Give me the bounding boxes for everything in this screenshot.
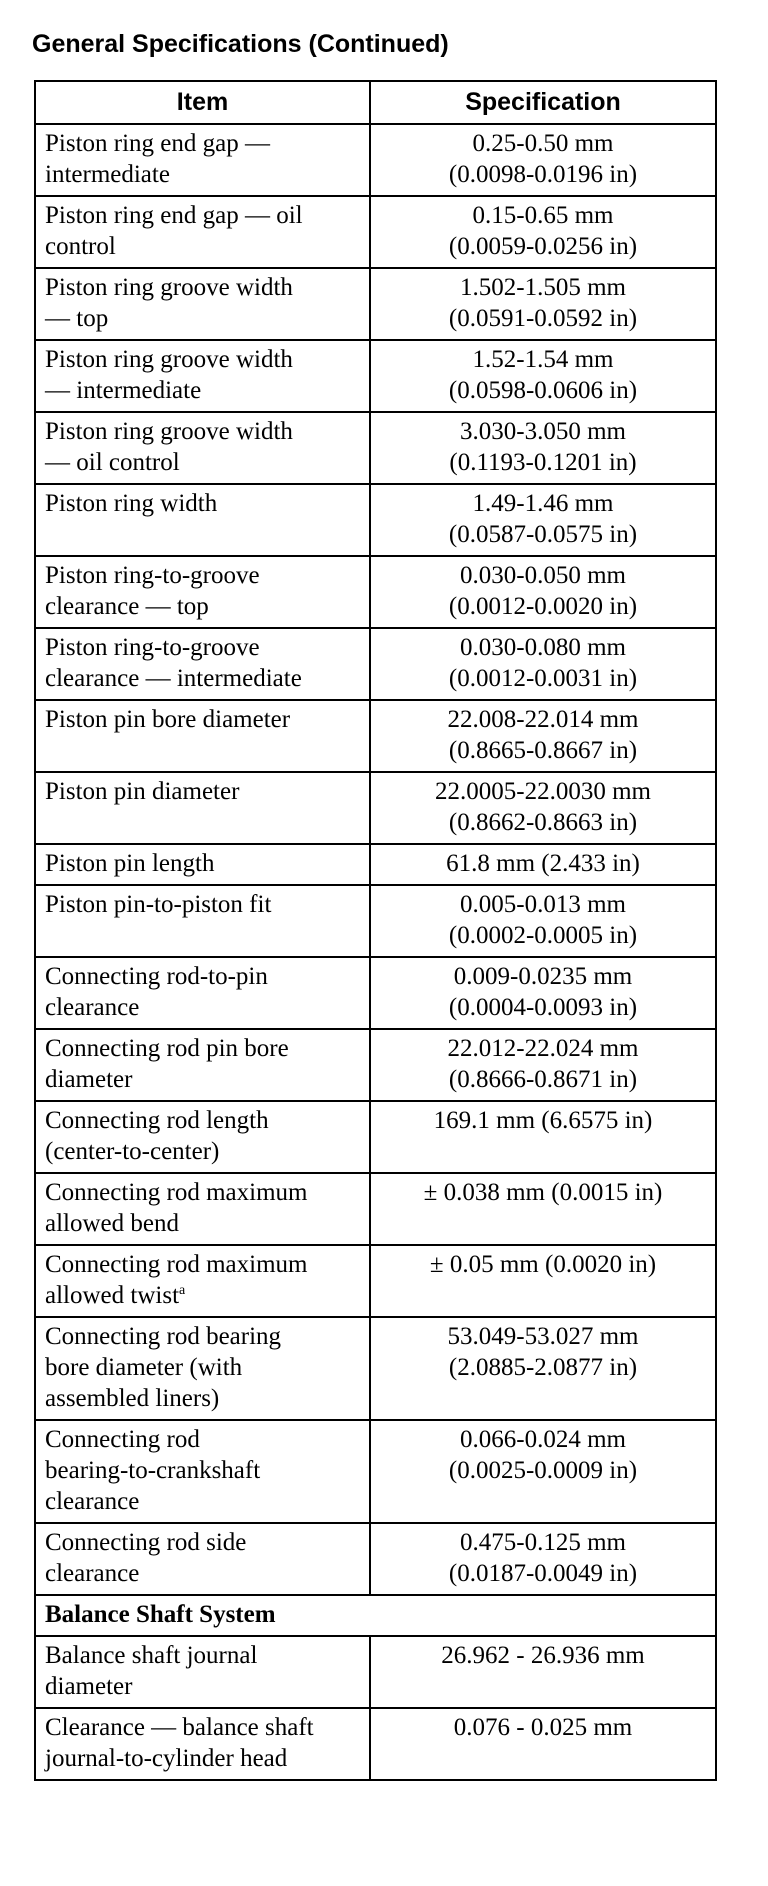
item-cell: [35, 700, 370, 772]
item-line: [45, 560, 360, 591]
item-line: [45, 1321, 360, 1352]
item-text: clearance: [45, 1560, 140, 1587]
table-row: [35, 412, 716, 484]
specification-cell: [370, 628, 716, 700]
item-text: — intermediate: [45, 377, 202, 404]
item-text: Connecting rod: [45, 1426, 200, 1453]
section-title: Balance Shaft System: [35, 1595, 716, 1636]
table-row: [35, 1245, 716, 1317]
table-row: [35, 1029, 716, 1101]
specification-cell: [370, 1173, 716, 1245]
item-text: clearance: [45, 1488, 140, 1515]
specification-line: (0.8662-0.8663 in): [448, 809, 638, 836]
item-line: [45, 591, 360, 622]
item-line: [45, 1743, 360, 1774]
specification-line: (0.0059-0.0256 in): [448, 233, 638, 260]
item-text: Piston pin bore diameter: [45, 706, 291, 733]
item-cell: [35, 1245, 370, 1317]
specification-line: (2.0885-2.0877 in): [448, 1354, 638, 1381]
specification-line: (0.0187-0.0049 in): [448, 1560, 638, 1587]
specification-cell: [370, 1317, 716, 1420]
item-text: Connecting rod pin bore: [45, 1035, 289, 1062]
item-text: Piston ring-to-groove: [45, 562, 260, 589]
table-row: [35, 340, 716, 412]
specification-line: 0.25-0.50 mm: [472, 130, 614, 157]
specification-cell: [370, 196, 716, 268]
item-line: [45, 1455, 360, 1486]
table-row: [35, 268, 716, 340]
specification-line: 0.15-0.65 mm: [472, 202, 614, 229]
specification-cell: [370, 957, 716, 1029]
table-row: [35, 1101, 716, 1173]
item-text: Piston pin-to-piston fit: [45, 891, 272, 918]
specification-line: (0.0587-0.0575 in): [448, 521, 638, 548]
item-line: [45, 303, 360, 334]
table-row: [35, 1708, 716, 1780]
specification-cell: [370, 484, 716, 556]
item-cell: [35, 1101, 370, 1173]
specification-line: 1.52-1.54 mm: [472, 346, 614, 373]
specification-line: (0.0004-0.0093 in): [448, 994, 638, 1021]
specification-cell: [370, 412, 716, 484]
specification-cell: [370, 268, 716, 340]
item-line: [45, 1280, 360, 1311]
item-cell: [35, 340, 370, 412]
item-text: diameter: [45, 1066, 133, 1093]
item-line: [45, 1712, 360, 1743]
item-cell: [35, 556, 370, 628]
item-text: control: [45, 233, 116, 260]
item-line: [45, 961, 360, 992]
item-cell: [35, 484, 370, 556]
item-text: (center-to-center): [45, 1138, 220, 1165]
table-row: [35, 1420, 716, 1523]
item-line: [45, 776, 360, 807]
item-text: allowed twist: [45, 1282, 180, 1309]
item-line: [45, 1383, 360, 1414]
specification-cell: [370, 1101, 716, 1173]
section-header-row: [35, 1595, 716, 1636]
item-cell: [35, 1708, 370, 1780]
item-line: [45, 848, 360, 879]
specification-line: 0.005-0.013 mm: [460, 891, 626, 918]
item-line: [45, 344, 360, 375]
item-line: [45, 1105, 360, 1136]
item-cell: [35, 1420, 370, 1523]
item-line: [45, 488, 360, 519]
item-text: Piston ring groove width: [45, 346, 293, 373]
item-line: [45, 1208, 360, 1239]
item-cell: [35, 1523, 370, 1595]
item-text: clearance — top: [45, 593, 209, 620]
specification-line: 22.0005-22.0030 mm: [435, 778, 651, 805]
item-text: Piston ring-to-groove: [45, 634, 260, 661]
specification-line: 3.030-3.050 mm: [460, 418, 626, 445]
item-cell: [35, 1173, 370, 1245]
column-header-item: Item: [35, 81, 370, 124]
item-line: [45, 1177, 360, 1208]
item-line: [45, 1640, 360, 1671]
item-line: [45, 416, 360, 447]
table-row: [35, 124, 716, 196]
item-text: clearance: [45, 994, 140, 1021]
specification-line: ± 0.038 mm (0.0015 in): [423, 1179, 663, 1206]
specification-line: 0.475-0.125 mm: [460, 1529, 626, 1556]
item-line: [45, 1486, 360, 1517]
item-cell: [35, 957, 370, 1029]
specification-line: 1.49-1.46 mm: [472, 490, 614, 517]
item-cell: [35, 628, 370, 700]
item-line: [45, 375, 360, 406]
item-cell: [35, 412, 370, 484]
specification-line: ± 0.05 mm (0.0020 in): [429, 1251, 657, 1278]
footnote-marker: a: [179, 1283, 186, 1298]
specification-cell: [370, 340, 716, 412]
item-text: bearing-to-crankshaft: [45, 1457, 261, 1484]
item-line: [45, 889, 360, 920]
specification-line: 169.1 mm (6.6575 in): [433, 1107, 653, 1134]
table-row: [35, 772, 716, 844]
specification-line: (0.0012-0.0031 in): [448, 665, 638, 692]
specification-cell: [370, 772, 716, 844]
table-row: [35, 1636, 716, 1708]
item-text: journal-to-cylinder head: [45, 1745, 288, 1772]
specification-cell: [370, 1708, 716, 1780]
item-line: [45, 200, 360, 231]
item-line: [45, 1136, 360, 1167]
item-text: allowed bend: [45, 1210, 179, 1237]
specification-cell: [370, 700, 716, 772]
specification-line: (0.0098-0.0196 in): [448, 161, 638, 188]
item-line: [45, 1527, 360, 1558]
table-row: [35, 844, 716, 885]
specification-line: 0.009-0.0235 mm: [453, 963, 633, 990]
specification-line: (0.0002-0.0005 in): [448, 922, 638, 949]
item-cell: [35, 1636, 370, 1708]
item-text: diameter: [45, 1673, 133, 1700]
specification-cell: [370, 1029, 716, 1101]
item-line: [45, 1033, 360, 1064]
specification-line: 53.049-53.027 mm: [447, 1323, 639, 1350]
column-header-specification: Specification: [370, 81, 716, 124]
item-cell: [35, 772, 370, 844]
item-line: [45, 1671, 360, 1702]
specification-line: (0.8666-0.8671 in): [448, 1066, 638, 1093]
item-text: Piston ring end gap —: [45, 130, 270, 157]
table-row: [35, 484, 716, 556]
item-text: Piston pin length: [45, 850, 215, 877]
specification-line: 26.962 - 26.936 mm: [441, 1642, 645, 1669]
specification-cell: [370, 124, 716, 196]
table-row: [35, 957, 716, 1029]
item-line: [45, 1352, 360, 1383]
specification-line: (0.0025-0.0009 in): [448, 1457, 638, 1484]
specification-cell: [370, 1636, 716, 1708]
specification-line: 22.012-22.024 mm: [447, 1035, 639, 1062]
item-line: [45, 704, 360, 735]
spec-table-body: [35, 124, 716, 1780]
specification-line: 0.030-0.080 mm: [460, 634, 626, 661]
item-text: Balance shaft journal: [45, 1642, 258, 1669]
specification-cell: [370, 556, 716, 628]
item-cell: [35, 885, 370, 957]
specification-cell: [370, 1523, 716, 1595]
item-line: [45, 159, 360, 190]
item-line: [45, 992, 360, 1023]
spec-table: [34, 80, 717, 1781]
item-text: Piston ring groove width: [45, 274, 293, 301]
item-text: Piston pin diameter: [45, 778, 240, 805]
table-row: [35, 885, 716, 957]
item-line: [45, 231, 360, 262]
item-text: — top: [45, 305, 109, 332]
item-text: Piston ring groove width: [45, 418, 293, 445]
item-text: Connecting rod length: [45, 1107, 269, 1134]
item-text: — oil control: [45, 449, 180, 476]
table-row: [35, 1523, 716, 1595]
table-row: [35, 700, 716, 772]
page-title: General Specifications (Continued): [32, 30, 449, 58]
table-row: [35, 196, 716, 268]
item-cell: [35, 1317, 370, 1420]
item-cell: [35, 268, 370, 340]
item-line: [45, 1249, 360, 1280]
item-line: [45, 272, 360, 303]
item-text: assembled liners): [45, 1385, 220, 1412]
specification-line: 0.066-0.024 mm: [460, 1426, 626, 1453]
item-text: Connecting rod bearing: [45, 1323, 282, 1350]
item-line: [45, 447, 360, 478]
specification-line: 0.076 - 0.025 mm: [453, 1714, 633, 1741]
item-cell: [35, 124, 370, 196]
item-cell: [35, 196, 370, 268]
item-text: Connecting rod maximum: [45, 1179, 308, 1206]
item-line: [45, 1558, 360, 1589]
specification-line: 0.030-0.050 mm: [460, 562, 626, 589]
item-text: Piston ring width: [45, 490, 218, 517]
item-text: clearance — intermediate: [45, 665, 302, 692]
table-row: [35, 1173, 716, 1245]
specification-cell: [370, 1245, 716, 1317]
item-cell: [35, 844, 370, 885]
item-text: Connecting rod-to-pin: [45, 963, 268, 990]
specification-cell: [370, 885, 716, 957]
item-line: [45, 1424, 360, 1455]
item-text: Connecting rod side: [45, 1529, 247, 1556]
item-cell: [35, 1029, 370, 1101]
item-text: bore diameter (with: [45, 1354, 243, 1381]
table-row: [35, 1317, 716, 1420]
specification-cell: [370, 844, 716, 885]
item-text: Clearance — balance shaft: [45, 1714, 314, 1741]
item-text: Connecting rod maximum: [45, 1251, 308, 1278]
specification-line: (0.1193-0.1201 in): [449, 449, 637, 476]
item-text: intermediate: [45, 161, 170, 188]
specification-line: (0.0598-0.0606 in): [448, 377, 638, 404]
item-line: [45, 663, 360, 694]
specification-line: 1.502-1.505 mm: [460, 274, 626, 301]
specification-cell: [370, 1420, 716, 1523]
item-line: [45, 1064, 360, 1095]
specification-line: (0.8665-0.8667 in): [448, 737, 638, 764]
item-text: Piston ring end gap — oil: [45, 202, 303, 229]
specification-line: 61.8 mm (2.433 in): [446, 850, 640, 877]
item-line: [45, 128, 360, 159]
table-header-row: [35, 81, 716, 124]
table-row: [35, 628, 716, 700]
specification-line: (0.0012-0.0020 in): [448, 593, 638, 620]
specification-line: (0.0591-0.0592 in): [448, 305, 638, 332]
table-row: [35, 556, 716, 628]
item-line: [45, 632, 360, 663]
specification-line: 22.008-22.014 mm: [447, 706, 639, 733]
